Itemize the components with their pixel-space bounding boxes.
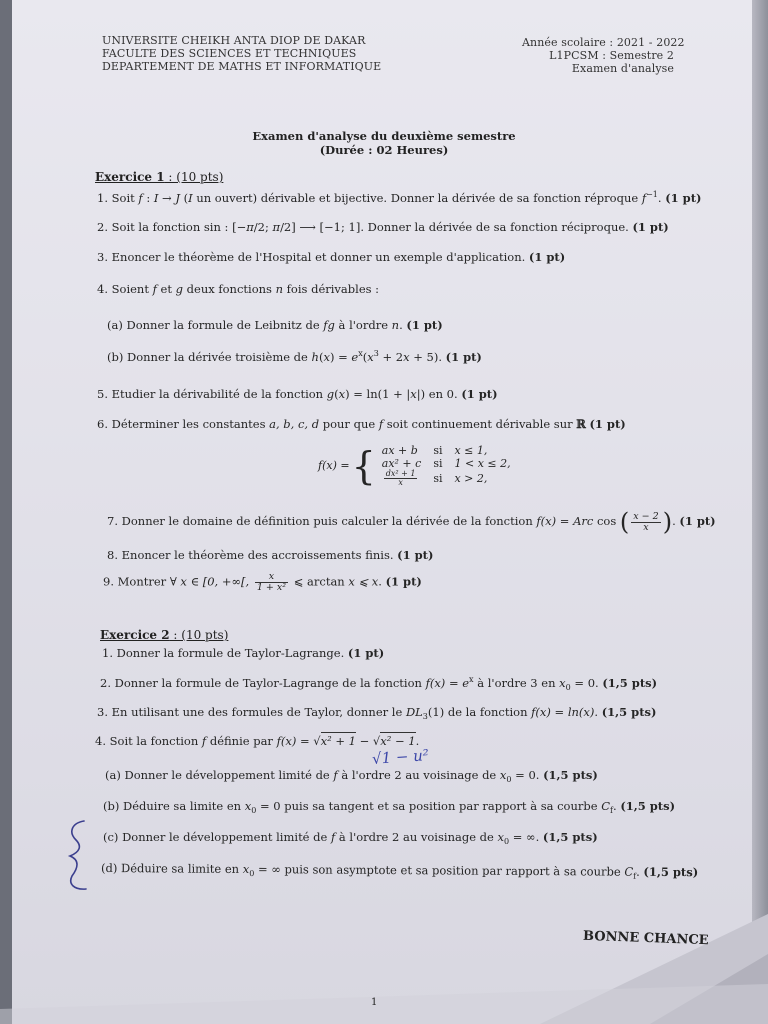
ex2-question-4: 4. Soit la fonction f définie par f(x) = √x² + 1 − √x² − 1. (95, 734, 420, 748)
ex2-question-4b: (b) Déduire sa limite en $x_0 = 0$ puis sa tangent et sa position par rapport à sa courbe $C_f$. (1,5 pts) (103, 799, 676, 815)
ex2-question-3: 3. En utilisant une des formules de Taylor, donner le $DL_3(1)$ de la fonction f(x) = ln(x). (1,5 pts) (97, 705, 657, 721)
school-year: Année scolaire : 2021 - 2022 (522, 36, 685, 49)
piecewise-row-2-cond: 1 < x ≤ 2, (454, 457, 511, 470)
ex1-question-4b: (b) Donner la dérivée troisième de $h(x) = e^x(x^3 + 2x + 5)$. (1 pt) (107, 349, 482, 364)
ex2-question-4d: (d) Déduire sa limite en $x_0$ = ∞ puis son asymptote et sa position par rapport à sa courbe $C_f$. (1,5 pts) (100, 861, 699, 881)
ex2-question-2: 2. Donner la formule de Taylor-Lagrange de la fonction $f(x) = e^x$ à l'ordre 3 en $x_0 = 0$. (1,5 pts) (100, 675, 658, 692)
brace-icon: { (351, 443, 376, 488)
exercise-2-heading: Exercice 2 : (10 pts) (100, 628, 229, 642)
piecewise-row-1-expr: ax + b (381, 444, 418, 457)
piecewise-row-2-expr: ax² + c (381, 457, 422, 470)
piecewise-row-1-si: si (433, 444, 443, 457)
class-semester: L1PCSM : Semestre 2 (549, 49, 674, 62)
piecewise-function (312, 444, 517, 487)
page-number: 1 (371, 997, 378, 1008)
ex1-question-4a: (a) Donner la formule de Leibnitz de fg à l'ordre n. (1 pt) (107, 318, 443, 332)
exercise-1-heading: Exercice 1 : (10 pts) (95, 170, 224, 184)
ex2-question-4c: (c) Donner le développement limité de f à l'ordre 2 au voisinage de $x_0$ = ∞. (1,5 pts) (103, 830, 598, 846)
piecewise-row-1-cond: x ≤ 1, (454, 444, 488, 457)
piecewise-lhs: f(x) = (318, 459, 350, 472)
piecewise-row-2-si: si (433, 457, 443, 470)
piecewise-row-3-si: si (433, 472, 443, 485)
department-name: DEPARTEMENT DE MATHS ET INFORMATIQUE (102, 60, 382, 73)
ex2-question-4a: (a) Donner le développement limité de f à l'ordre 2 au voisinage de $x_0 = 0$. (1,5 pts) (105, 768, 598, 784)
ex1-question-9: 9. Montrer ∀ x ∈ [0, +∞[, $\frac{x}{\text{1 + x²}}$ ⩽ arctan x ⩽ x. (1 pt) (103, 571, 422, 593)
ex1-question-6: 6. Déterminer les constantes a, b, c, d pour que f soit continuement dérivable sur ℝ (1 pt) (97, 417, 626, 431)
ex1-question-2: 2. Soit la fonction sin : [−π/2; π/2] ⟶ [−1; 1]. Donner la dérivée de sa fonction réciproque. (1 pt) (97, 220, 669, 234)
ex1-question-8: 8. Enoncer le théorème des accroissements finis. (1 pt) (107, 548, 434, 562)
closing-message: BONNE CHANCE (582, 928, 709, 949)
header-left (102, 34, 381, 73)
exam-title: Examen d'analyse du deuxième semestre (252, 129, 516, 143)
ex1-question-4: 4. Soient f et g deux fonctions n fois dérivables : (97, 282, 380, 296)
piecewise-row-3-expr: $\frac{\text{dx² + 1}}{x}$ (385, 469, 416, 487)
handwritten-brace-icon (62, 818, 96, 892)
handwritten-note: √1 − u² (371, 746, 430, 768)
university-name: UNIVERSITE CHEIKH ANTA DIOP DE DAKAR (102, 34, 366, 47)
exam-type: Examen d'analyse (571, 62, 674, 75)
ex1-question-5: 5. Etudier la dérivabilité de la fonction g(x) = ln(1 + |x|) en 0. (1 pt) (97, 387, 498, 401)
ex1-question-1: 1. Soit f : I → J (I un ouvert) dérivable et bijective. Donner la dérivée de sa fonction réproque $f^{-1}$. (1 pt) (97, 190, 702, 205)
ex1-question-3: 3. Enoncer le théorème de l'Hospital et donner un exemple d'application. (1 pt) (97, 250, 566, 264)
exam-duration: (Durée : 02 Heures) (319, 143, 449, 157)
faculty-name: FACULTE DES SCIENCES ET TECHNIQUES (102, 47, 357, 60)
ex2-question-1: 1. Donner la formule de Taylor-Lagrange. (1 pt) (102, 646, 385, 660)
piecewise-row-3-cond: x > 2, (454, 472, 488, 485)
header-right (522, 36, 685, 75)
ex1-question-7: 7. Donner le domaine de définition puis calculer la dérivée de la fonction f(x) = Arc cos ( $\frac{x - 2}{x}$ ). (1 pt) (107, 508, 716, 536)
